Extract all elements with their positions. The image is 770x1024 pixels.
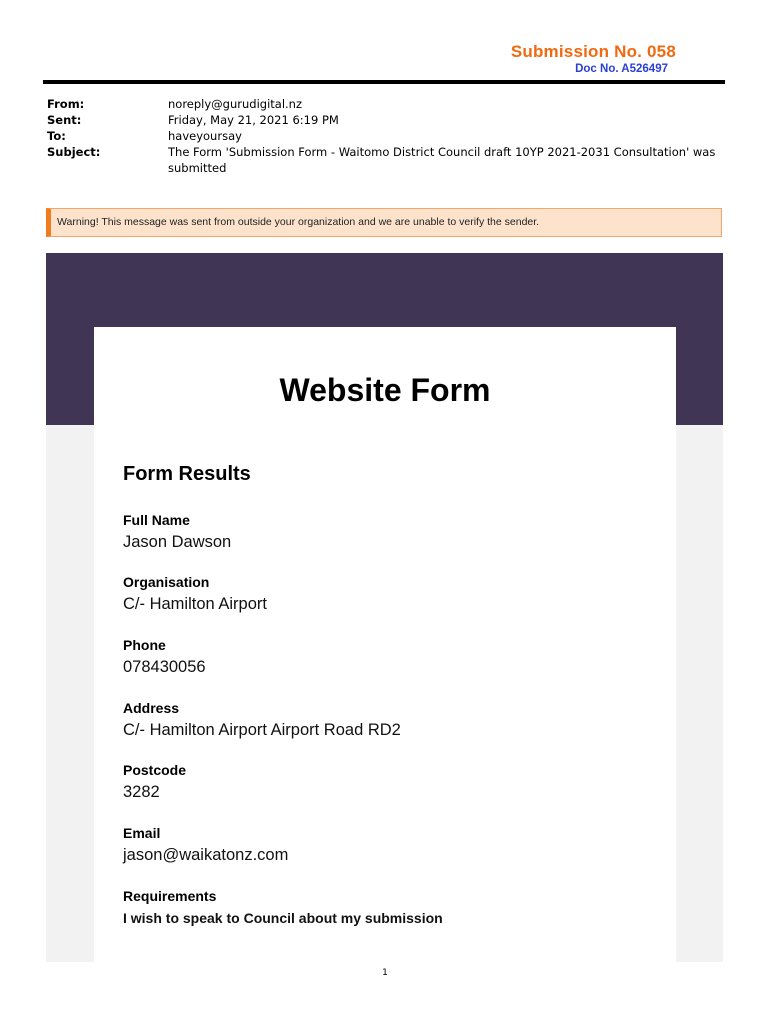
field-value: 078430056 <box>123 658 206 676</box>
submission-stamp <box>511 42 676 76</box>
page-number: 1 <box>382 968 388 978</box>
field-postcode <box>123 761 663 803</box>
header-divider <box>43 80 725 84</box>
sent-label: Sent: <box>47 113 82 127</box>
field-full-name <box>123 511 663 553</box>
field-address <box>123 699 663 741</box>
form-card <box>94 327 676 962</box>
to-row <box>47 128 727 144</box>
submission-number: Submission No. 058 <box>510 42 676 61</box>
to-label: To: <box>47 129 66 143</box>
sent-row <box>47 112 727 128</box>
external-sender-warning: Warning! This message was sent from outside your organization and we are unable to verify the sender. <box>46 208 722 237</box>
field-requirements <box>123 887 663 927</box>
subject-value: The Form 'Submission Form - Waitomo District Council draft 10YP 2021-2031 Consultation' was submitted <box>168 145 716 175</box>
field-value: 3282 <box>123 783 160 801</box>
form-gutter-left <box>46 425 94 962</box>
form-gutter-right <box>676 425 723 962</box>
field-value: Jason Dawson <box>123 533 232 551</box>
field-label: Postcode <box>123 762 187 778</box>
field-label: Phone <box>123 637 166 653</box>
sent-value: Friday, May 21, 2021 6:19 PM <box>168 113 339 127</box>
subject-label: Subject: <box>47 145 101 159</box>
from-row <box>47 96 727 112</box>
from-value: noreply@gurudigital.nz <box>168 97 303 111</box>
from-label: From: <box>47 97 85 111</box>
field-value: I wish to speak to Council about my submission <box>123 910 443 926</box>
field-label: Address <box>123 700 180 716</box>
to-value: haveyoursay <box>168 129 242 143</box>
field-value: C/- Hamilton Airport <box>123 595 267 613</box>
subject-row <box>47 144 727 176</box>
field-label: Organisation <box>123 574 210 590</box>
email-header <box>47 96 727 176</box>
field-phone <box>123 636 663 678</box>
form-banner-left <box>46 327 94 425</box>
field-value: jason@waikatonz.com <box>123 846 289 864</box>
document-number: Doc No. A526497 <box>575 63 668 75</box>
field-organisation <box>123 573 663 615</box>
form-banner-right <box>676 327 723 425</box>
form-results-heading: Form Results <box>123 463 251 485</box>
field-label: Requirements <box>123 888 217 904</box>
field-label: Full Name <box>123 512 190 528</box>
field-label: Email <box>123 825 161 841</box>
form-title: Website Form <box>279 372 491 408</box>
field-email <box>123 824 663 866</box>
field-value: C/- Hamilton Airport Airport Road RD2 <box>123 721 401 739</box>
form-banner <box>46 253 723 327</box>
